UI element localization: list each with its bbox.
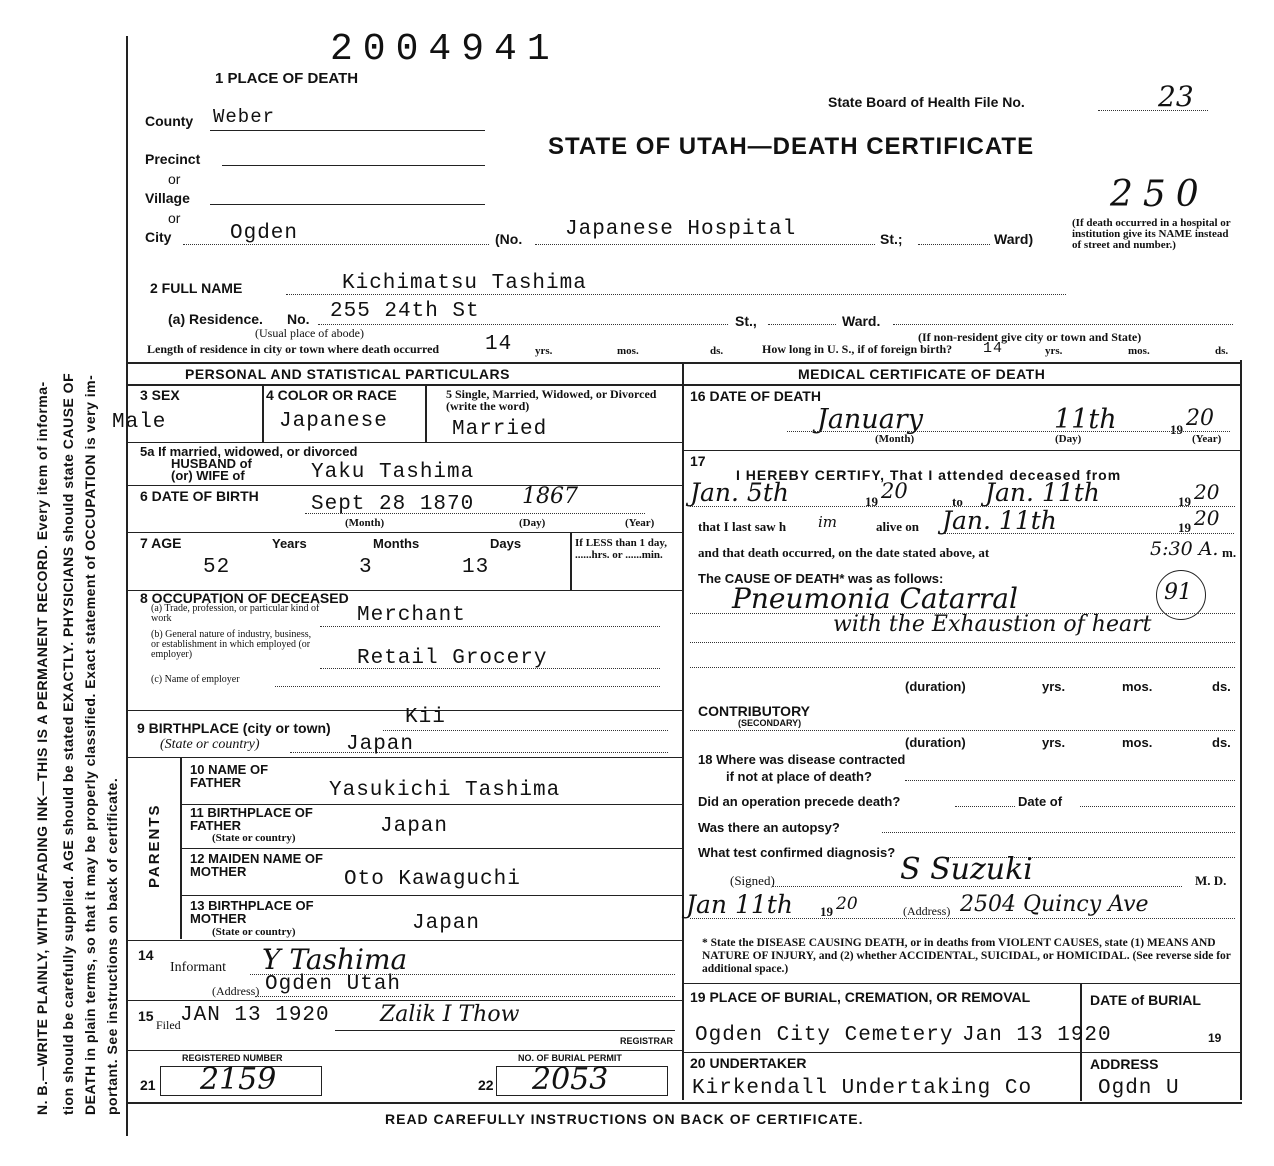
medical-section-title: MEDICAL CERTIFICATE OF DEATH	[798, 366, 1046, 382]
cause-of-death-primary: Pneumonia Catarral	[732, 582, 1018, 615]
certificate-number: 2004941	[330, 28, 560, 71]
or-label-2: or	[168, 210, 181, 226]
operation-label: Did an operation precede death?	[698, 794, 901, 809]
secondary-label: (SECONDARY)	[738, 718, 802, 728]
margin-line-1: N. B.—WRITE PLAINLY, WITH UNFADING INK—THIS IS A PERMANENT RECORD. Every item of informa-	[34, 381, 50, 1115]
occupation-a-value: Merchant	[357, 604, 466, 627]
death-year-prefix: 19	[1170, 422, 1183, 437]
alive-on-label: alive on	[876, 519, 919, 534]
spouse-label-3: (or) WIFE of	[171, 468, 245, 483]
file-no-label: State Board of Health File No.	[828, 94, 1025, 110]
street-no-label: (No.	[495, 231, 523, 247]
us-residence-label: How long in U. S., if of foreign birth?	[762, 342, 953, 356]
burial-permit-label: NO. OF BURIAL PERMIT	[518, 1053, 622, 1063]
us-residence-value: 14	[983, 340, 1004, 357]
informant-label: Informant	[170, 960, 226, 975]
where-contracted-label: 18 Where was disease contracted	[698, 752, 906, 767]
last-saw-year: 20	[1194, 506, 1220, 530]
duration-label-2: (duration)	[905, 735, 966, 750]
footnote: * State the DISEASE CAUSING DEATH, or in deaths from VIOLENT CAUSES, state (1) MEANS AND NATURE OF INJURY, and (2) whether ACCIDENTAL, SUICIDAL, or HOMICIDAL. (See reverse side for additional space.)	[702, 937, 1231, 975]
last-saw-date: Jan. 11th	[942, 506, 1057, 535]
city-label: City	[145, 229, 172, 245]
county-label: County	[145, 113, 194, 129]
dob-year-caption: (Year)	[625, 517, 655, 529]
spouse-label-2: HUSBAND of	[171, 456, 252, 471]
occupation-label: 8 OCCUPATION OF DECEASED	[140, 590, 349, 606]
diagnosis-label: What test confirmed diagnosis?	[698, 845, 896, 860]
street-label: St.;	[880, 231, 903, 247]
registered-number-label: REGISTERED NUMBER	[182, 1053, 283, 1063]
death-time-suffix: m.	[1222, 545, 1237, 560]
signed-date: Jan 11th	[686, 890, 793, 919]
to-year-prefix: 19	[1178, 494, 1191, 509]
precinct-label: Precinct	[145, 151, 201, 167]
date-of-death-label: 16 DATE OF DEATH	[690, 388, 821, 404]
full-name-value: Kichimatsu Tashima	[342, 272, 587, 295]
mother-birthplace-value: Japan	[412, 912, 481, 935]
age-months-label: Months	[373, 536, 420, 551]
mother-birthplace-sub: (State or country)	[212, 926, 296, 938]
residence-years-unit: yrs.	[535, 345, 553, 357]
registered-number: 2159	[200, 1062, 277, 1097]
attended-from-date: Jan. 5th	[690, 478, 789, 507]
sex-value: Male	[112, 411, 167, 434]
spouse-label-1: 5a If married, widowed, or divorced	[140, 444, 358, 459]
item-15-number: 15	[138, 1008, 154, 1024]
full-name-label: 2 FULL NAME	[150, 280, 243, 296]
last-saw-year-prefix: 19	[1178, 520, 1191, 535]
duration-months-1: mos.	[1122, 679, 1153, 694]
place-of-death-label: 1 PLACE OF DEATH	[215, 70, 359, 87]
informant-address-label: (Address)	[212, 984, 260, 998]
occupation-b-label: (b) General nature of industry, business, or establishment in which employed (or employer)	[151, 629, 312, 660]
hospital-number: 250	[1110, 174, 1209, 215]
age-days-value: 13	[462, 556, 490, 579]
informant-address-value: Ogden Utah	[265, 973, 402, 996]
last-saw-pronoun: im	[818, 513, 838, 531]
undertaker-label: 20 UNDERTAKER	[690, 1055, 807, 1071]
physician-address-label: (Address)	[903, 904, 951, 918]
city-value: Ogden	[230, 222, 299, 245]
margin-line-2: tion should be carefully supplied. AGE should be stated EXACTLY. PHYSICIANS should state CAUSE OF	[60, 372, 76, 1115]
duration-days-1: ds.	[1212, 679, 1231, 694]
personal-section-title: PERSONAL AND STATISTICAL PARTICULARS	[185, 366, 510, 382]
usual-place-note: (Usual place of abode)	[255, 326, 364, 340]
age-days-label: Days	[490, 536, 522, 551]
birthplace-city: Kii	[405, 706, 446, 729]
cause-of-death-secondary: with the Exhaustion of heart	[833, 612, 1152, 637]
death-occurred-text: and that death occurred, on the date stated above, at	[698, 545, 990, 560]
death-month-caption: (Month)	[875, 433, 915, 445]
village-label: Village	[145, 190, 190, 206]
duration-years-2: yrs.	[1042, 735, 1066, 750]
residence-months-unit: mos.	[617, 345, 639, 357]
parents-label: PARENTS	[146, 803, 163, 888]
burial-place-label: 19 PLACE OF BURIAL, CREMATION, OR REMOVAL	[690, 989, 1031, 1005]
margin-line-3: DEATH in plain terms, so that it may be properly classified. Exact statement of OCCUPATION is very im-	[82, 374, 98, 1115]
occupation-c-label: (c) Name of employer	[151, 674, 240, 685]
length-of-residence-label: Length of residence in city or town where death occurred	[147, 342, 440, 356]
age-less-than-note: If LESS than 1 day, ......hrs. or ......min.	[575, 537, 668, 561]
filed-label: Filed	[156, 1018, 181, 1032]
residence-no-label: No.	[287, 311, 310, 327]
physician-signature: S Suzuki	[900, 852, 1033, 887]
dob-month-caption: (Month)	[345, 517, 385, 529]
undertaker-value: Kirkendall Undertaking Co	[692, 1077, 1033, 1100]
death-time: 5:30 A.	[1150, 538, 1219, 560]
item-17-number: 17	[690, 453, 706, 469]
death-year: 20	[1186, 406, 1214, 431]
signed-label: (Signed)	[730, 873, 775, 888]
attended-to-date: Jan. 11th	[985, 478, 1100, 507]
burial-place-value: Ogden City Cemetery	[695, 1024, 954, 1047]
us-months-unit: mos.	[1128, 345, 1150, 357]
spouse-value: Yaku Tashima	[311, 461, 475, 484]
burial-date-label: DATE of BURIAL	[1090, 992, 1201, 1008]
registrar-label: REGISTRAR	[620, 1036, 674, 1046]
attended-to-year: 20	[1194, 480, 1220, 504]
attended-from-year: 20	[881, 479, 908, 503]
burial-date-suffix: 19	[1208, 1031, 1222, 1045]
dob-label: 6 DATE OF BIRTH	[140, 488, 259, 504]
cause-of-death-label: The CAUSE OF DEATH* was as follows:	[698, 571, 944, 586]
physician-address: 2504 Quincy Ave	[960, 892, 1149, 917]
death-month: January	[817, 404, 923, 435]
death-year-caption: (Year)	[1192, 433, 1222, 445]
death-day: 11th	[1054, 404, 1117, 435]
file-no-value: 23	[1158, 80, 1194, 113]
mother-birthplace-label: 13 BIRTHPLACE OF MOTHER	[190, 898, 314, 926]
frame-right-border	[1240, 360, 1242, 1100]
footer-instructions: READ CAREFULLY INSTRUCTIONS ON BACK OF CERTIFICATE.	[385, 1111, 864, 1127]
autopsy-label: Was there an autopsy?	[698, 820, 840, 835]
operation-date-label: Date of	[1018, 794, 1063, 809]
father-birthplace-sub: (State or country)	[212, 832, 296, 844]
residence-days-unit: ds.	[710, 345, 724, 357]
item-22-number: 22	[478, 1077, 494, 1093]
to-label: to	[952, 494, 963, 509]
birthplace-country: Japan	[346, 733, 415, 756]
occupation-b-value: Retail Grocery	[357, 647, 548, 670]
cause-code: 91	[1164, 580, 1192, 605]
hospital-note: (If death occurred in a hospital or institution give its NAME instead of street and number.)	[1072, 217, 1231, 251]
birthplace-state-label: (State or country)	[160, 737, 260, 752]
duration-label-1: (duration)	[905, 679, 966, 694]
margin-line-4: portant. See instructions on back of certificate.	[104, 777, 120, 1115]
age-years-label: Years	[272, 536, 307, 551]
signed-year: 20	[836, 894, 858, 914]
death-day-caption: (Day)	[1055, 433, 1082, 445]
occupation-a-label: (a) Trade, profession, or particular kind of work	[151, 603, 320, 624]
md-label: M. D.	[1195, 873, 1227, 888]
father-birthplace-value: Japan	[380, 815, 449, 838]
burial-permit-number: 2053	[532, 1062, 609, 1097]
race-label: 4 COLOR OR RACE	[266, 387, 397, 403]
age-years-value: 52	[203, 556, 231, 579]
marital-value: Married	[452, 418, 548, 441]
duration-years-1: yrs.	[1042, 679, 1066, 694]
father-birthplace-label: 11 BIRTHPLACE OF FATHER	[190, 805, 313, 833]
residence-ward-label: Ward.	[842, 313, 881, 329]
signed-year-prefix: 19	[820, 904, 833, 919]
dob-day-caption: (Day)	[519, 517, 546, 529]
or-label-1: or	[168, 171, 181, 187]
mother-name-value: Oto Kawaguchi	[344, 868, 521, 891]
father-name-label: 10 NAME OF FATHER	[190, 762, 269, 790]
column-divider	[682, 362, 684, 1100]
frame-left-border	[126, 36, 128, 1136]
non-resident-note: (If non-resident give city or town and State)	[918, 330, 1142, 344]
sex-label: 3 SEX	[140, 387, 180, 403]
duration-months-2: mos.	[1122, 735, 1153, 750]
length-of-residence-value: 14	[485, 333, 513, 356]
birthplace-label: 9 BIRTHPLACE (city or town)	[137, 720, 331, 736]
certificate-title: STATE OF UTAH—DEATH CERTIFICATE	[548, 133, 1035, 160]
marital-label: 5 Single, Married, Widowed, or Divorced (write the word)	[446, 387, 657, 413]
residence-label: (a) Residence.	[168, 311, 263, 327]
ward-label: Ward)	[994, 231, 1034, 247]
age-label: 7 AGE	[140, 535, 182, 551]
mother-name-label: 12 MAIDEN NAME OF MOTHER	[190, 851, 323, 879]
dob-correction: 1867	[522, 484, 578, 509]
from-year-prefix: 19	[865, 494, 878, 509]
item-14-number: 14	[138, 947, 154, 963]
undertaker-address-value: Ogdn U	[1098, 1077, 1180, 1100]
burial-date-value: Jan 13 1920	[962, 1024, 1112, 1047]
informant-signature: Y Tashima	[262, 943, 408, 976]
county-value: Weber	[213, 106, 276, 128]
undertaker-address-label: ADDRESS	[1090, 1056, 1159, 1072]
residence-value: 255 24th St	[330, 300, 480, 323]
last-saw-label: that I last saw h	[698, 519, 787, 534]
us-days-unit: ds.	[1215, 345, 1229, 357]
where-contracted-sub: if not at place of death?	[726, 769, 872, 784]
race-value: Japanese	[279, 410, 388, 433]
registrar-signature: Zalik I Thow	[380, 1002, 520, 1027]
hospital-name: Japanese Hospital	[565, 218, 797, 241]
father-name-value: Yasukichi Tashima	[329, 779, 561, 802]
dob-value: Sept 28 1870	[311, 493, 475, 516]
duration-days-2: ds.	[1212, 735, 1231, 750]
certify-statement: I HEREBY CERTIFY, That I attended deceased from	[736, 467, 1122, 483]
contributory-label: CONTRIBUTORY	[698, 703, 810, 719]
residence-street-label: St.,	[735, 313, 757, 329]
item-21-number: 21	[140, 1077, 156, 1093]
filed-date: JAN 13 1920	[180, 1004, 330, 1027]
us-years-unit: yrs.	[1045, 345, 1063, 357]
age-months-value: 3	[359, 556, 373, 579]
